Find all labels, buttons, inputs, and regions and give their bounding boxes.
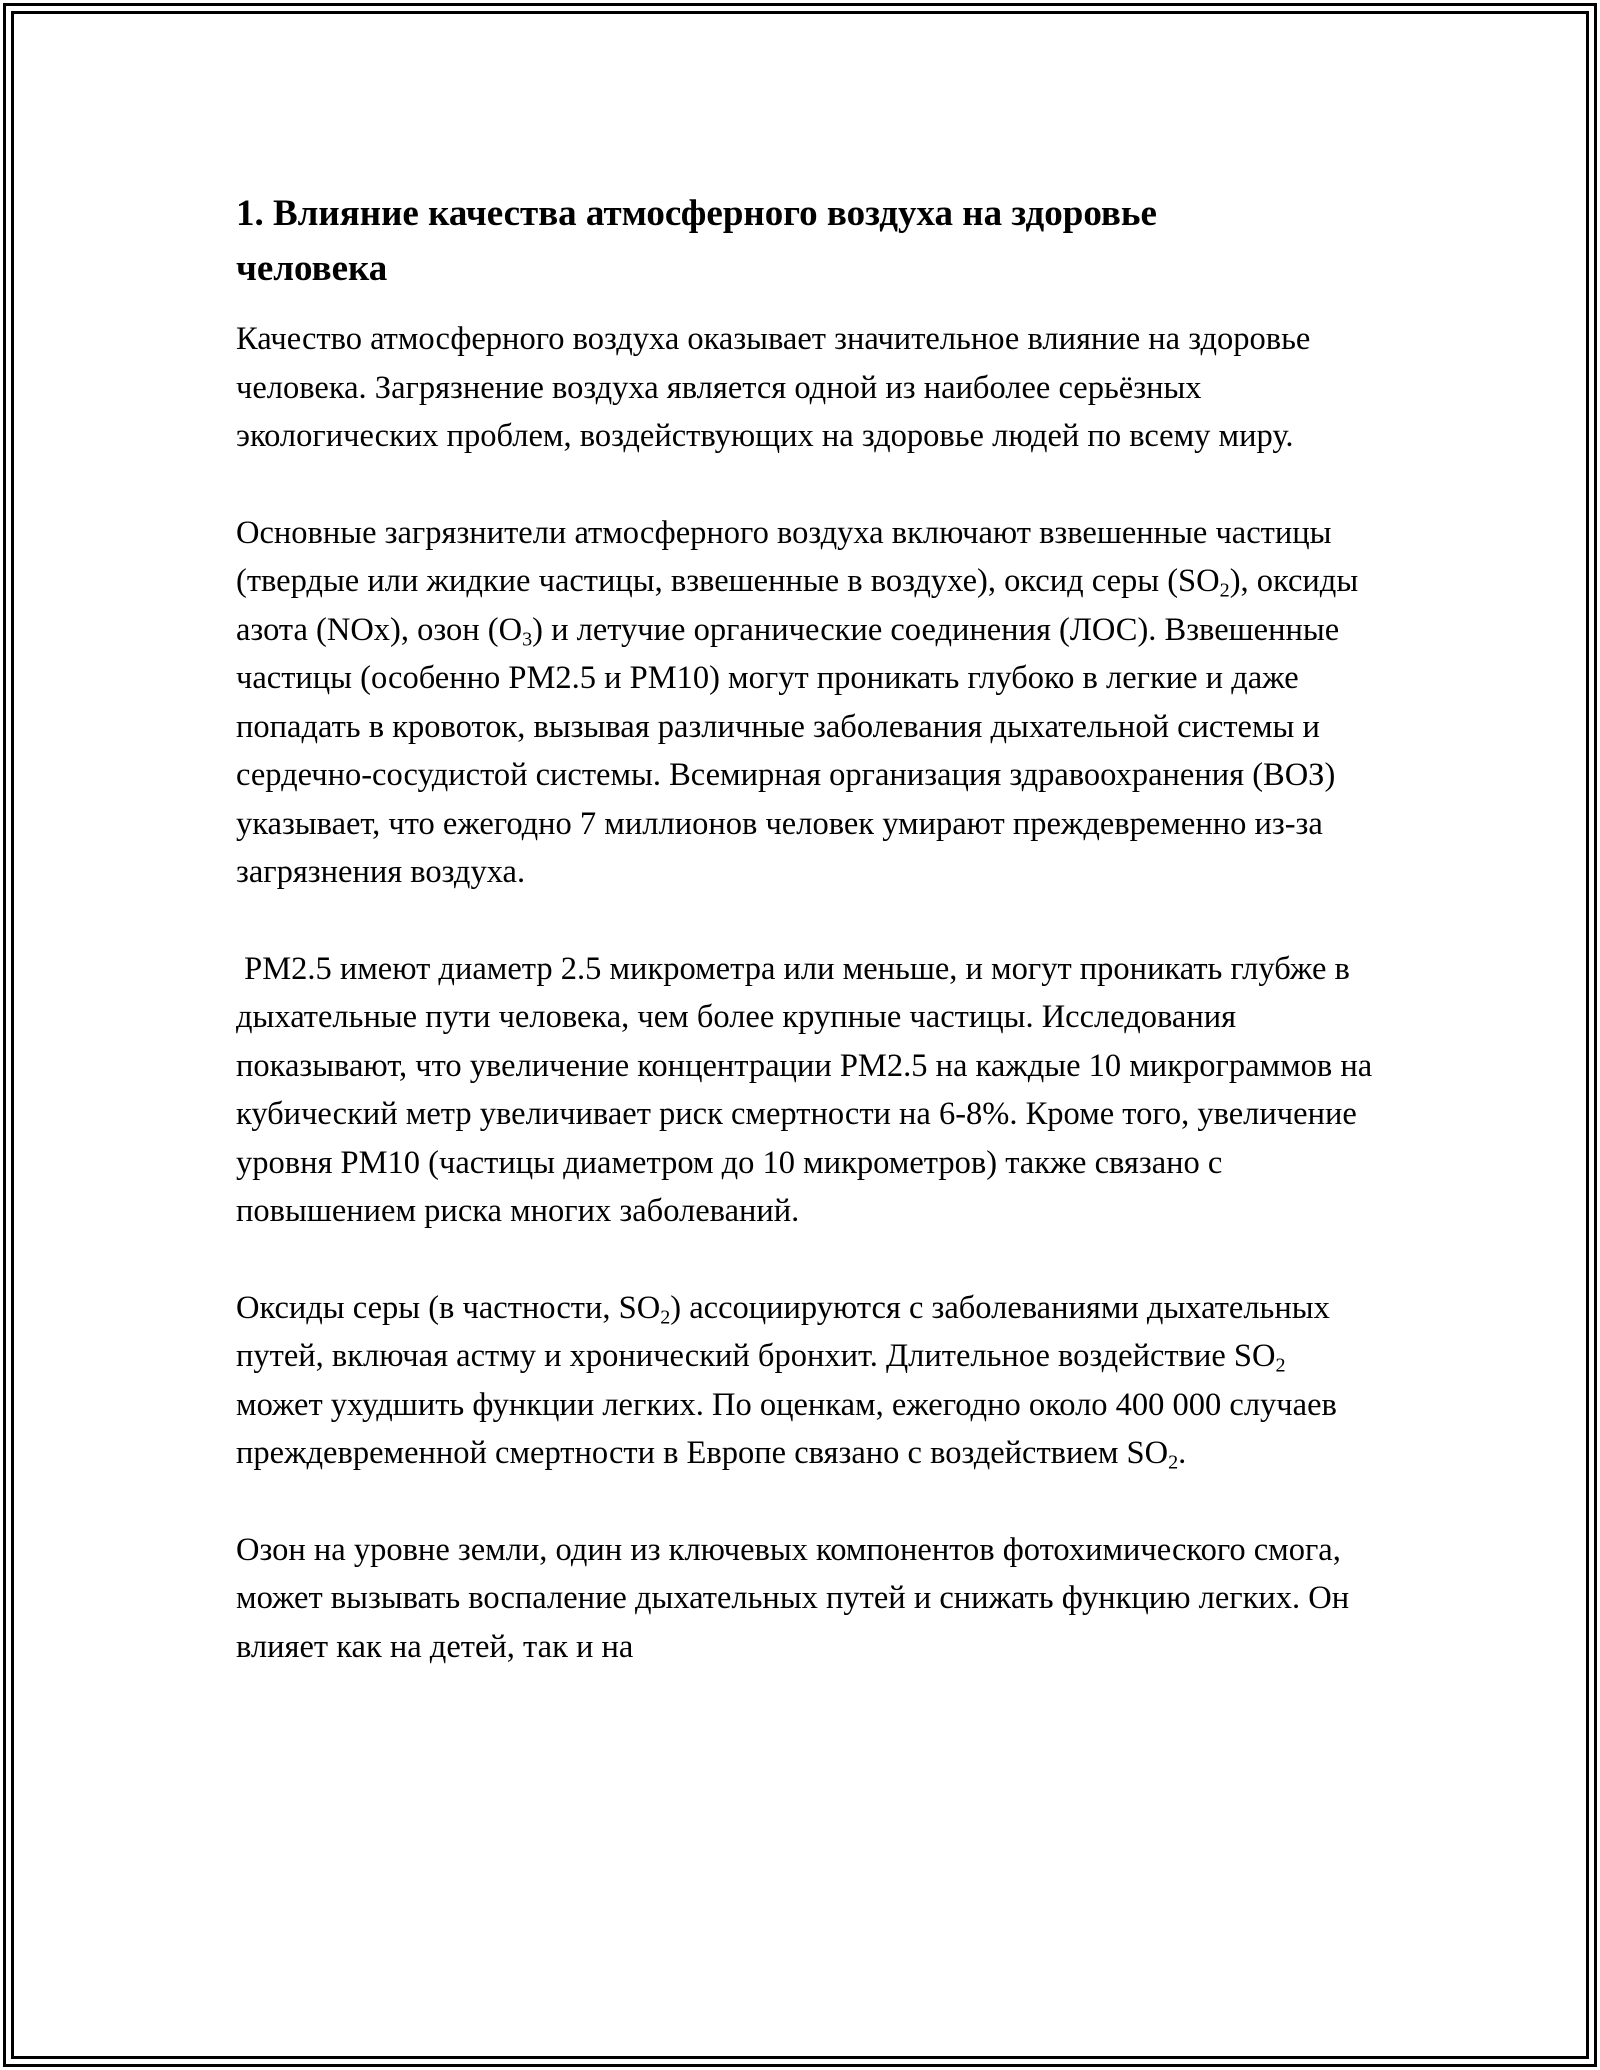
heading-line-1: 1. Влияние качества атмосферного воздуха на здоровье (236, 193, 1157, 234)
paragraph-sulfur-text-2: ) ассоциируются с заболеваниями дыхательных путей, включая астму и хронический бронхит. Длительное воздействие SO (236, 1289, 1330, 1374)
paragraph-pollutants-text-3: ) и летучие органические соединения (ЛОС). Взвешенные частицы (особенно PM2.5 и PM10) могут проникать глубоко в легкие и даже попадать в кровоток, вызывая различные заболевания дыхательной системы и сердечно-сосудистой системы. Всемирная организация здравоохранения (ВОЗ) указывает, что ежегодно 7 миллионов человек умирают преждевременно из-за загрязнения воздуха. (236, 611, 1340, 890)
paragraph-pollutants-text-1: Основные загрязнители атмосферного воздуха включают взвешенные частицы (твердые или жидкие частицы, взвешенные в воздухе), оксид серы (SO (236, 514, 1332, 599)
paragraph-sulfur-text-1: Оксиды серы (в частности, SO (236, 1289, 661, 1326)
paragraph-sulfur-text-3: может ухудшить функции легких. По оценкам, ежегодно около 400 000 случаев преждевременной смертности в Европе связано с воздействием SO (236, 1386, 1337, 1471)
subscript-o3: 3 (522, 628, 533, 651)
subscript-so2-1: 2 (660, 1306, 671, 1329)
subscript-so2-3: 2 (1168, 1451, 1179, 1474)
subscript-so2: 2 (1219, 579, 1230, 602)
paragraph-ozone: Озон на уровне земли, один из ключевых компонентов фотохимического смога, может вызывать воспаление дыхательных путей и снижать функцию легких. Он влияет как на детей, так и на (236, 1531, 1350, 1665)
document-body (236, 186, 1376, 1671)
subscript-so2-2: 2 (1275, 1354, 1286, 1377)
heading-line-2: человека (236, 248, 388, 289)
paragraph-sulfur-text-4: . (1178, 1435, 1187, 1471)
paragraph-pm25 (236, 945, 1376, 1236)
paragraph-intro: Качество атмосферного воздуха оказывает значительное влияние на здоровье человека. Загрязнение воздуха является одной из наиболее серьёзных экологических проблем, воздействующих на здоровье людей по всему миру. (236, 321, 1311, 454)
paragraph-pollutants (236, 509, 1376, 897)
paragraph-pollutants-text-2: ), оксиды азота (NOx), озон (O (236, 563, 1359, 648)
section-heading (236, 186, 1376, 296)
paragraph-sulfur-oxides (236, 1284, 1376, 1478)
paragraph-pm25-text: PM2.5 имеют диаметр 2.5 микрометра или меньше, и могут проникать глубже в дыхательные пути человека, чем более крупные частицы. Исследования показывают, что увеличение концентрации PM2.5 на каждые 10 микрограммов на кубический метр увеличивает риск смертности на 6-8%. Кроме того, увеличение уровня PM10 (частицы диаметром до 10 микрометров) также связано с повышением риска многих заболеваний. (236, 950, 1373, 1229)
